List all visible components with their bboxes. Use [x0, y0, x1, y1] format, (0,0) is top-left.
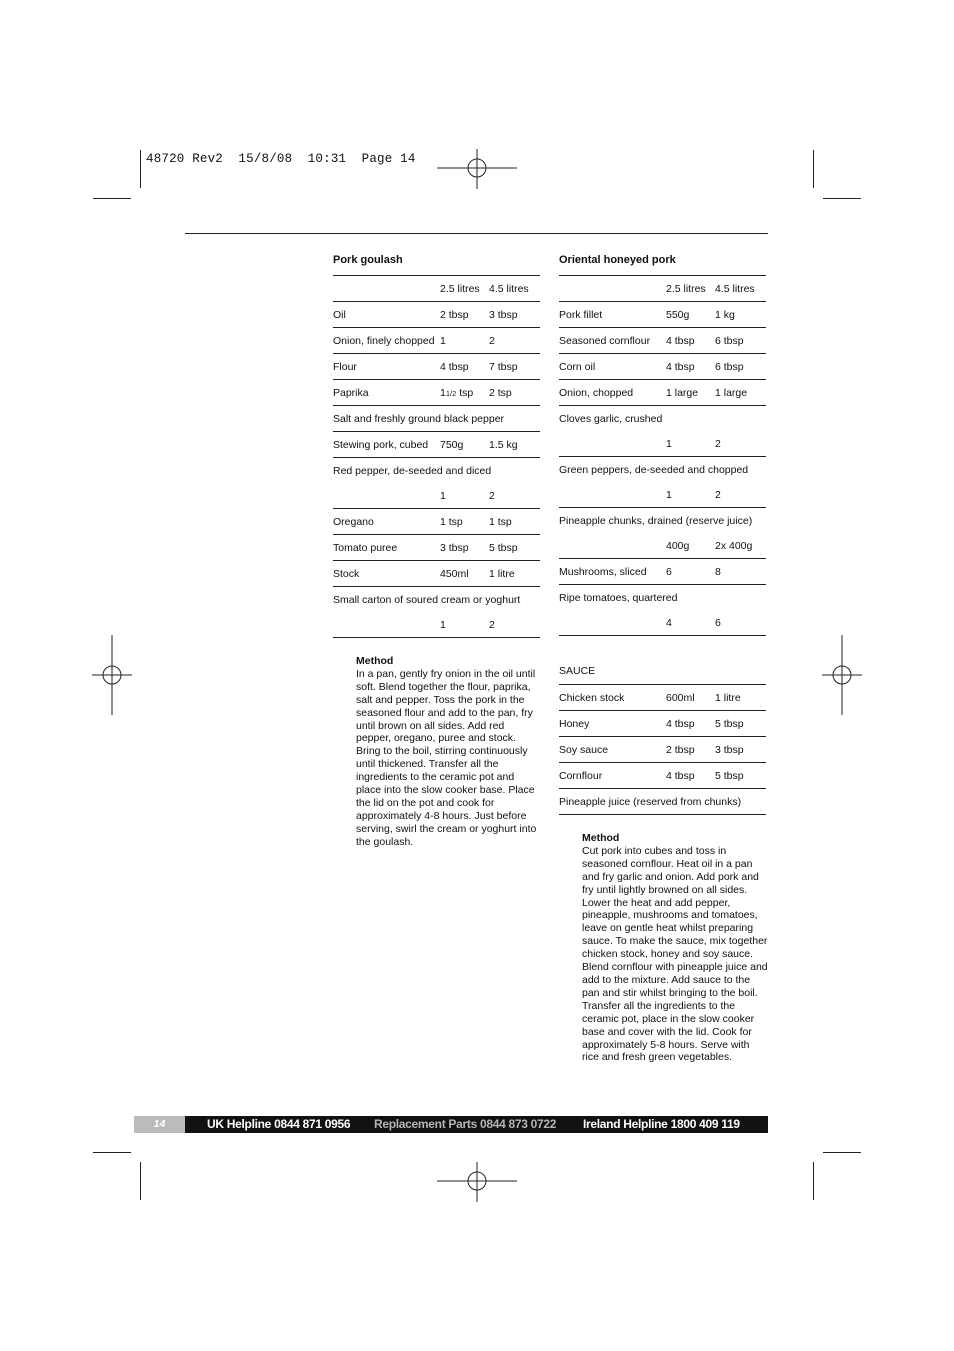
size-header: 4.5 litres [489, 282, 529, 295]
table-row: 1 2 [559, 482, 766, 508]
crop-mark [823, 198, 861, 199]
table-row: Salt and freshly ground black pepper [333, 406, 540, 432]
uk-helpline: UK Helpline 0844 871 0956 [207, 1117, 351, 1131]
sauce-table [559, 685, 766, 815]
table-header-row [559, 276, 766, 302]
table-row: Tomato puree 3 tbsp 5 tbsp [333, 535, 540, 561]
ingredient-table [559, 276, 766, 636]
recipe-pork-goulash [333, 247, 540, 849]
crop-mark [140, 150, 141, 188]
sauce-heading: SAUCE [559, 659, 766, 685]
header-rule [185, 233, 768, 234]
table-row: Flour 4 tbsp 7 tbsp [333, 354, 540, 380]
method-title: Method [582, 832, 620, 844]
page-number: 14 [134, 1116, 185, 1133]
table-row: Onion, finely chopped 1 2 [333, 328, 540, 354]
ireland-helpline: Ireland Helpline 1800 409 119 [583, 1117, 740, 1131]
table-row: Stewing pork, cubed 750g 1.5 kg [333, 432, 540, 458]
table-row: Red pepper, de-seeded and diced [333, 464, 492, 477]
table-row: Oil 2 tbsp 3 tbsp [333, 302, 540, 328]
registration-mark-icon [822, 635, 862, 715]
registration-mark-icon [437, 1162, 517, 1202]
method-text: In a pan, gently fry onion in the oil until soft. Blend together the flour, paprika, salt and pepper. Toss the pork in the seasoned flour and add to the pan, fry until brown on all sides. Add red pepper, oregano, puree and stock. Bring to the boil, stirring continuously until thickened. Transfer all the ingredients to the ceramic pot and place into the slow cooker base. Place the lid on the pot and cook for approximately 4-8 hours. Just before serving, swirl the cream or yoghurt into the goulash. [356, 667, 537, 848]
print-slug: 48720 Rev2 15/8/08 10:31 Page 14 [146, 152, 416, 166]
crop-mark [93, 198, 131, 199]
table-row: 1 2 [333, 612, 540, 638]
table-row: Small carton of soured cream or yoghurt [333, 593, 521, 606]
recipe-title: Pork goulash [333, 247, 540, 276]
recipe-oriental-honeyed-pork [559, 247, 766, 1064]
table-row: Corn oil 4 tbsp 6 tbsp [559, 354, 766, 380]
table-row: Pork fillet 550g 1 kg [559, 302, 766, 328]
helpline-footer-bar [134, 1116, 768, 1133]
table-row: Cloves garlic, crushed [559, 412, 663, 425]
crop-mark [813, 150, 814, 188]
table-row: Green peppers, de-seeded and chopped [559, 463, 749, 476]
crop-mark [93, 1152, 131, 1153]
table-row: Chicken stock 600ml 1 litre [559, 685, 766, 711]
table-row: 1 2 [333, 483, 540, 509]
size-header: 2.5 litres [666, 282, 706, 295]
table-row: Honey 4 tbsp 5 tbsp [559, 711, 766, 737]
method-title: Method [356, 655, 394, 667]
replacement-parts: Replacement Parts 0844 873 0722 [374, 1117, 557, 1131]
table-row: 4 6 [559, 610, 766, 636]
table-row: Oregano 1 tsp 1 tsp [333, 509, 540, 535]
crop-mark [140, 1162, 141, 1200]
size-header: 2.5 litres [440, 282, 480, 295]
table-row: Pineapple juice (reserved from chunks) [559, 789, 766, 815]
method-section [356, 655, 542, 849]
crop-mark [823, 1152, 861, 1153]
table-row: Cornflour 4 tbsp 5 tbsp [559, 763, 766, 789]
ingredient-table [333, 276, 540, 638]
crop-mark [813, 1162, 814, 1200]
registration-mark-icon [437, 149, 517, 189]
table-row: Paprika 11/2 tsp 2 tsp [333, 380, 540, 406]
table-row: Pineapple chunks, drained (reserve juice) [559, 514, 753, 527]
table-row: Soy sauce 2 tbsp 3 tbsp [559, 737, 766, 763]
table-row: 400g 2x 400g [559, 533, 766, 559]
method-text: Cut pork into cubes and toss in seasoned cornflour. Heat oil in a pan and fry garlic and onion. Add pork and fry until lightly browned on all sides. Lower the heat and add pepper, pineapple, mushrooms and tomatoes, leave on gentle heat whilst preparing sauce. To make the sauce, mix together chicken stock, honey and soy sauce. Blend cornflour with pineapple juice and add to the mixture. Add sauce to the pan and stir whilst bringing to the boil. Transfer all the ingredients to the ceramic pot, place in the slow cooker base and cover with the lid. Cook for approximately 5-8 hours. Serve with rice and fresh green vegetables. [582, 844, 768, 1064]
method-section [582, 832, 768, 1064]
table-row: Mushrooms, sliced 6 8 [559, 559, 766, 585]
registration-mark-icon [92, 635, 132, 715]
table-row: 1 2 [559, 431, 766, 457]
table-header-row [333, 276, 540, 302]
table-row: Ripe tomatoes, quartered [559, 591, 678, 604]
table-row: Onion, chopped 1 large 1 large [559, 380, 766, 406]
size-header: 4.5 litres [715, 282, 755, 295]
table-row: Stock 450ml 1 litre [333, 561, 540, 587]
table-row: Seasoned cornflour 4 tbsp 6 tbsp [559, 328, 766, 354]
recipe-title: Oriental honeyed pork [559, 247, 766, 276]
